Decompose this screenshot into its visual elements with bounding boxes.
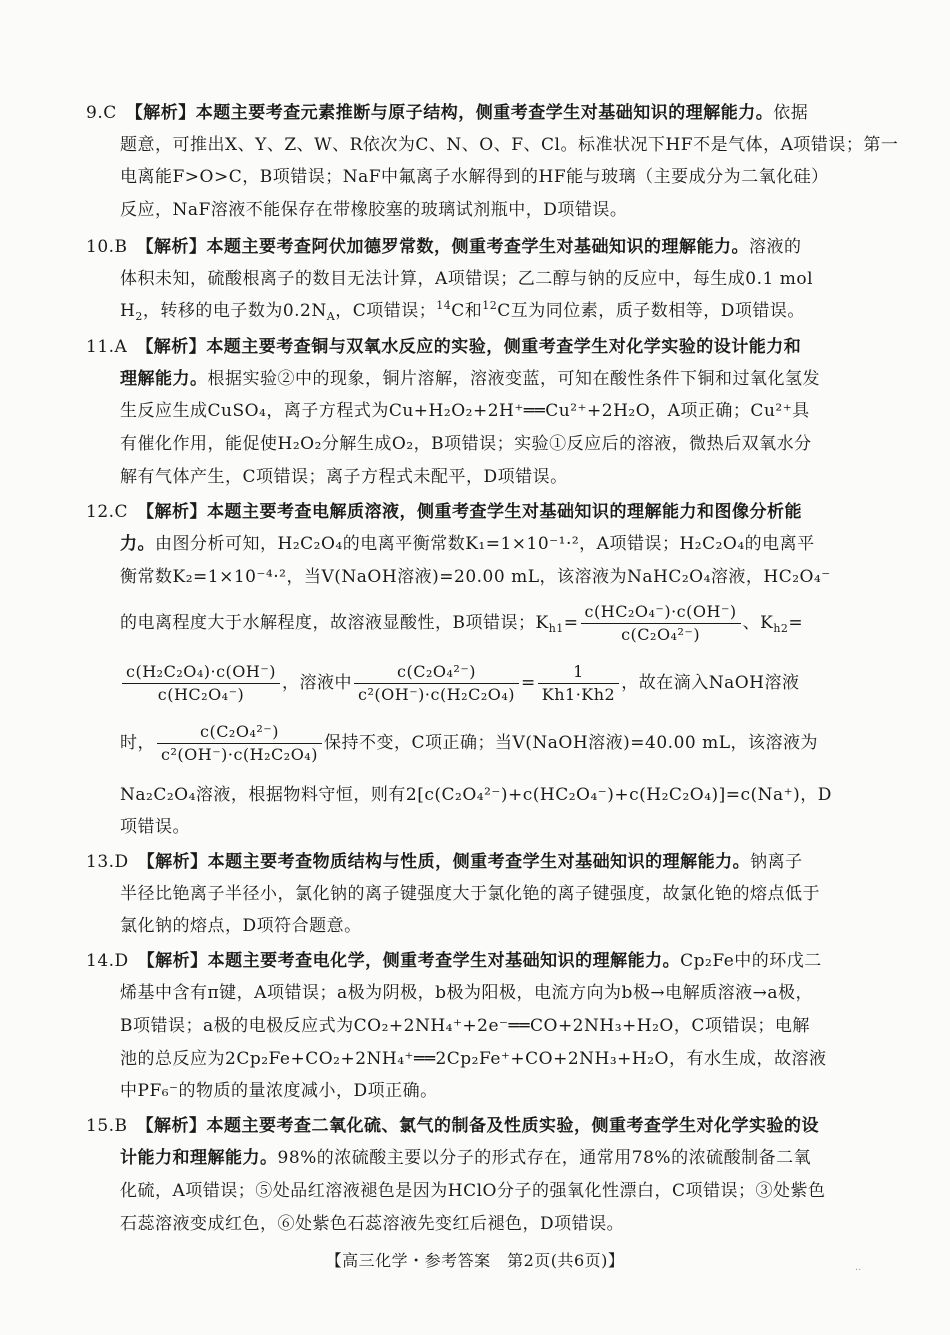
- q12-line-2: 力。由图分析可知，H₂C₂O₄的电离平衡常数K₁=1×10⁻¹·²，A项错误；H₂C₂O₄的电离平: [120, 534, 815, 554]
- q9-line-3: 电离能F>O>C，B项错误；NaF中氟离子水解得到的HF能与玻璃（主要成分为二氧化硅）: [120, 167, 829, 187]
- q12-line-8: 项错误。: [120, 817, 190, 837]
- q13-line-3: 氯化钠的熔点，D项符合题意。: [120, 916, 362, 936]
- fraction-inverse-k: $\frac{1}{Kh1\cdot Kh2}$: [538, 662, 619, 705]
- q13-tag: 【解析】: [146, 852, 208, 872]
- q10-tag: 【解析】: [145, 237, 207, 257]
- page-footer: 【高三化学・参考答案 第2页(共6页)】: [325, 1251, 625, 1270]
- q9-intro: 本题主要考查元素推断与原子结构，侧重考查学生对基础知识的理解能力。: [195, 103, 774, 123]
- q12-line-3: 衡常数K₂=1×10⁻⁴·²，当V(NaOH溶液)=20.00 mL，该溶液为NaHC₂O₄溶液，HC₂O₄⁻: [120, 567, 831, 587]
- q14-line-2: 烯基中含有π键，A项错误；a极为阴极，b极为阳极，电流方向为b极→电解质溶液→a极，: [120, 983, 813, 1003]
- q11-line-2: 理解能力。根据实验②中的现象，铜片溶解，溶液变蓝，可知在酸性条件下铜和过氧化氢发: [120, 369, 820, 389]
- q15-line-4: 石蕊溶液变成红色，⑥处紫色石蕊溶液先变红后褪色，D项错误。: [120, 1214, 625, 1234]
- q10-line-2: 体积未知，硫酸根离子的数目无法计算，A项错误；乙二醇与钠的反应中，每生成0.1 mol: [120, 269, 814, 289]
- q11-tag: 【解析】: [144, 337, 207, 357]
- q11-line-1: [86, 336, 801, 358]
- q15-line-1: [86, 1115, 819, 1137]
- q9-line-4: 反应，NaF溶液不能保存在带橡胶塞的玻璃试剂瓶中，D项错误。: [120, 200, 628, 220]
- q11-line-4: 有催化作用，能促使H₂O₂分解生成O₂，B项错误；实验①反应后的溶液，微热后双氧水分: [120, 434, 812, 454]
- q15-number: 15.B: [86, 1116, 128, 1136]
- footer-marks: ..: [855, 1262, 862, 1273]
- q12-line-5: $\frac{\text{c(H₂C₂O₄)·c(OH⁻)}}{\text{c(HC₂O₄⁻)}}$ ，溶液中 $\frac{\text{c(C₂O₄²⁻)}}{\text{c²(OH⁻)·c(H₂C₂O₄)}}$ = $\frac{1}{Kh1\cdot Kh2}$ ，故在滴入NaOH溶液: [120, 660, 800, 706]
- q13-number: 13.D: [86, 852, 129, 872]
- q14-line-5: 中PF₆⁻的物质的量浓度减小，D项正确。: [120, 1081, 438, 1101]
- q14-number: 14.D: [86, 951, 129, 971]
- q12-line-7: Na₂C₂O₄溶液，根据物料守恒，则有2[c(C₂O₄²⁻)+c(HC₂O₄⁻)+c(H₂C₂O₄)]=c(Na⁺)，D: [120, 785, 832, 805]
- q14-line-4: 池的总反应为2Cp₂Fe+CO₂+2NH₄⁺══2Cp₂Fe⁺+CO+2NH₃+H₂O，有水生成，故溶液: [120, 1049, 827, 1069]
- q10-number: 10.B: [86, 237, 128, 257]
- q15-tag: 【解析】: [145, 1116, 207, 1136]
- q10-line-1: 10.B 【解析】本题主要考查阿伏加德罗常数，侧重考查学生对基础知识的理解能力。溶液的: [86, 237, 802, 257]
- q11-line-5: 解有气体产生，C项错误；离子方程式未配平，D项错误。: [120, 467, 568, 487]
- q13-intro: 本题主要考查物质结构与性质，侧重考查学生对基础知识的理解能力。: [207, 852, 751, 872]
- q15-line-2: 计能力和理解能力。98%的浓硫酸主要以分子的形式存在，通常用78%的浓硫酸制备二氧: [120, 1148, 812, 1168]
- q12-intro: 本题主要考查电解质溶液，侧重考查学生对基础知识的理解能力和图像分析能: [207, 502, 803, 522]
- q9-line-2: 题意，可推出X、Y、Z、W、R依次为C、N、O、F、Cl。标准状况下HF不是气体，A项错误；第一: [120, 135, 899, 155]
- q14-line-1: 14.D 【解析】本题主要考查电化学，侧重考查学生对基础知识的理解能力。Cp₂Fe中的环戊二: [86, 951, 822, 971]
- q11-number: 11.A: [86, 337, 128, 357]
- q12-tag: 【解析】: [145, 502, 208, 522]
- q14-intro: 本题主要考查电化学，侧重考查学生对基础知识的理解能力。: [207, 951, 681, 971]
- q12-line-4: 的电离程度大于水解程度，故溶液显酸性，B项错误；$K_{h1}=$ $\frac{\text{c(HC₂O₄⁻)·c(OH⁻)}}{\text{c(C₂O₄²⁻)}}$ 、$K_{h2}=$: [120, 602, 804, 644]
- q13-line-1: 13.D 【解析】本题主要考查物质结构与性质，侧重考查学生对基础知识的理解能力。钠离子: [86, 852, 803, 872]
- q10-line-3: $H_2$，转移的电子数为$0.2N_A$，C项错误；$^{14}$C和$^{12}$C互为同位素，质子数相等，D项错误。: [120, 299, 805, 323]
- q12-line-1: [86, 501, 802, 523]
- fraction-kh1: $\frac{\text{c(HC₂O₄⁻)·c(OH⁻)}}{\text{c(C₂O₄²⁻)}}$: [581, 602, 741, 645]
- q11-line-3: 生反应生成CuSO₄，离子方程式为Cu+H₂O₂+2H⁺══Cu²⁺+2H₂O，A项正确；Cu²⁺具: [120, 401, 810, 421]
- q11-intro: 本题主要考查铜与双氧水反应的实验，侧重考查学生对化学实验的设计能力和: [206, 337, 802, 357]
- fraction-ratio-2: $\frac{\text{c(C₂O₄²⁻)}}{\text{c²(OH⁻)·c(H₂C₂O₄)}}$: [157, 722, 322, 765]
- q13-line-2: 半径比铯离子半径小，氯化钠的离子键强度大于氯化铯的离子键强度，故氯化铯的熔点低于: [120, 884, 820, 904]
- q10-intro: 本题主要考查阿伏加德罗常数，侧重考查学生对基础知识的理解能力。: [206, 237, 750, 257]
- q9-tag: 【解析】: [134, 103, 196, 123]
- q12-number: 12.C: [86, 502, 129, 522]
- q12-line-6: 时， $\frac{\text{c(C₂O₄²⁻)}}{\text{c²(OH⁻)·c(H₂C₂O₄)}}$ 保持不变，C项正确；当V(NaOH溶液)=40.00 mL，该溶液为: [120, 722, 819, 764]
- q15-intro: 本题主要考查二氧化硫、氯气的制备及性质实验，侧重考查学生对化学实验的设: [206, 1116, 820, 1136]
- q9-line-1: 9.C 【解析】本题主要考查元素推断与原子结构，侧重考查学生对基础知识的理解能力。依据: [86, 103, 809, 123]
- q14-tag: 【解析】: [146, 951, 208, 971]
- q9-number: 9.C: [86, 103, 117, 123]
- q15-line-3: 化硫，A项错误；⑤处品红溶液褪色是因为HClO分子的强氧化性漂白，C项错误；③处紫色: [120, 1181, 826, 1201]
- q14-line-3: B项错误；a极的电极反应式为CO₂+2NH₄⁺+2e⁻══CO+2NH₃+H₂O，C项错误；电解: [120, 1016, 810, 1036]
- fraction-kh2: $\frac{\text{c(H₂C₂O₄)·c(OH⁻)}}{\text{c(HC₂O₄⁻)}}$: [122, 662, 280, 705]
- fraction-ratio: $\frac{\text{c(C₂O₄²⁻)}}{\text{c²(OH⁻)·c(H₂C₂O₄)}}$: [354, 662, 519, 705]
